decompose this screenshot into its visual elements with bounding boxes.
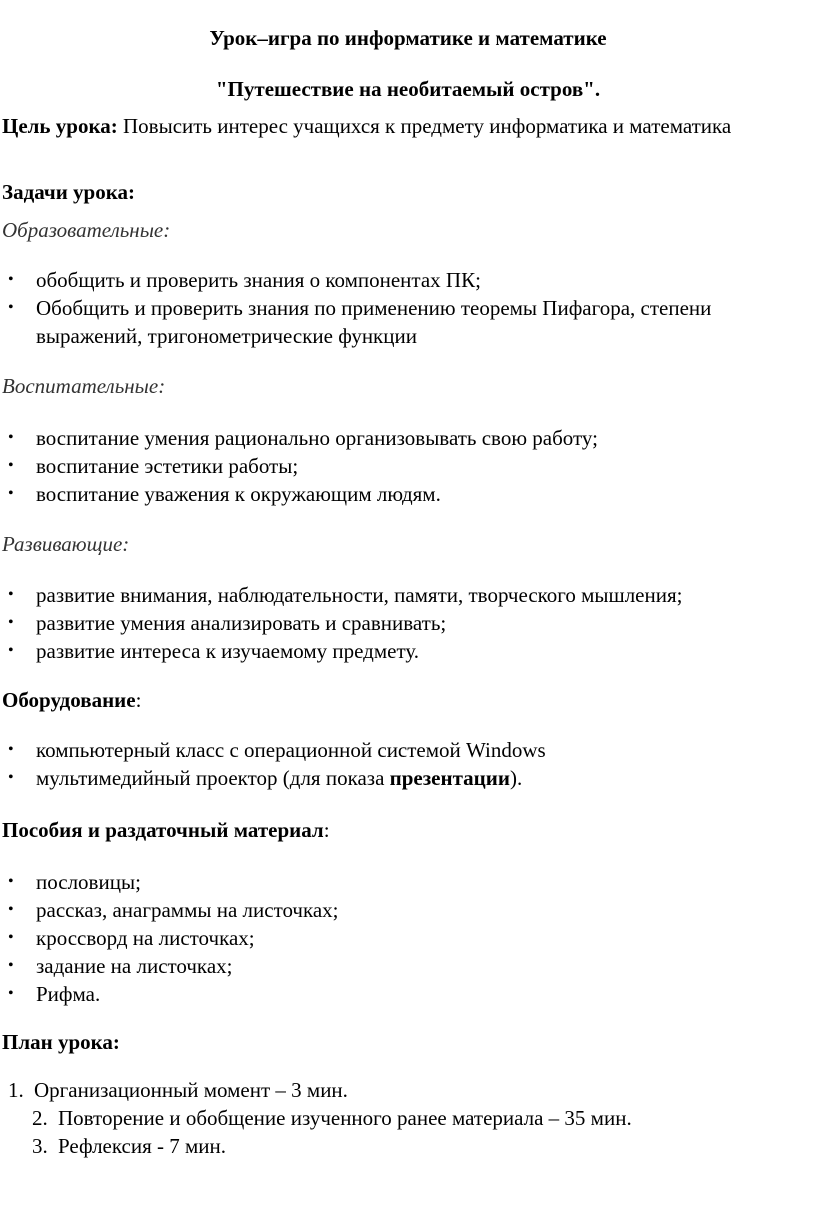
plan-item: 3. Рефлексия - 7 мин. (32, 1134, 227, 1158)
educational-label: Образовательные: (2, 218, 171, 242)
equipment-list (0, 736, 800, 792)
plan-item: 2. Повторение и обобщение изученного ранее материала – 35 мин. (32, 1106, 632, 1130)
list-item: • кроссворд на листочках; (0, 924, 800, 952)
lesson-subtitle: "Путешествие на необитаемый остров". (215, 77, 601, 101)
list-item: • мультимедийный проектор (для показа презентации). (0, 764, 800, 792)
equipment-label: Оборудование (2, 688, 136, 712)
list-item: • Рифма. (0, 980, 800, 1008)
list-item: • воспитание уважения к окружающим людям. (0, 480, 800, 508)
materials-heading: Пособия и раздаточный материал: (2, 818, 330, 842)
upbringing-list (0, 424, 800, 508)
tasks-heading: Задачи урока: (2, 180, 136, 204)
plan-item: 1. Организационный момент – 3 мин. (8, 1078, 348, 1102)
materials-label: Пособия и раздаточный материал (2, 818, 324, 842)
developing-list (0, 581, 800, 665)
goal-text: Повысить интерес учащихся к предмету информатика и математика (117, 114, 732, 138)
plan-list-3 (32, 1132, 226, 1160)
list-item: • рассказ, анаграммы на листочках; (0, 896, 800, 924)
presentation-bold: презентации (389, 766, 510, 790)
plan-heading: План урока: (2, 1030, 120, 1054)
list-item: • развитие внимания, наблюдательности, памяти, творческого мышления; (0, 581, 800, 609)
list-item: • воспитание эстетики работы; (0, 452, 800, 480)
developing-label: Развивающие: (2, 532, 130, 556)
goal-label: Цель урока: (2, 114, 118, 138)
lesson-title: Урок–игра по информатике и математике (209, 26, 607, 50)
list-item: • обобщить и проверить знания о компонентах ПК; (0, 266, 800, 294)
list-item: • развитие интереса к изучаемому предмету. (0, 637, 800, 665)
educational-list (0, 266, 800, 350)
list-item: • компьютерный класс с операционной системой Windows (0, 736, 800, 764)
upbringing-label: Воспитательные: (2, 374, 166, 398)
list-item: • пословицы; (0, 868, 800, 896)
list-item: • развитие умения анализировать и сравнивать; (0, 609, 800, 637)
list-item: • Обобщить и проверить знания по применению теоремы Пифагора, степени выражений, тригонометрические функции (0, 294, 800, 350)
equipment-heading: Оборудование: (2, 688, 142, 712)
plan-list-1 (8, 1076, 348, 1104)
plan-list-2 (32, 1104, 632, 1132)
goal-paragraph (2, 112, 782, 140)
list-item: • задание на листочках; (0, 952, 800, 980)
list-item: • воспитание умения рационально организовывать свою работу; (0, 424, 800, 452)
materials-list (0, 868, 800, 1008)
